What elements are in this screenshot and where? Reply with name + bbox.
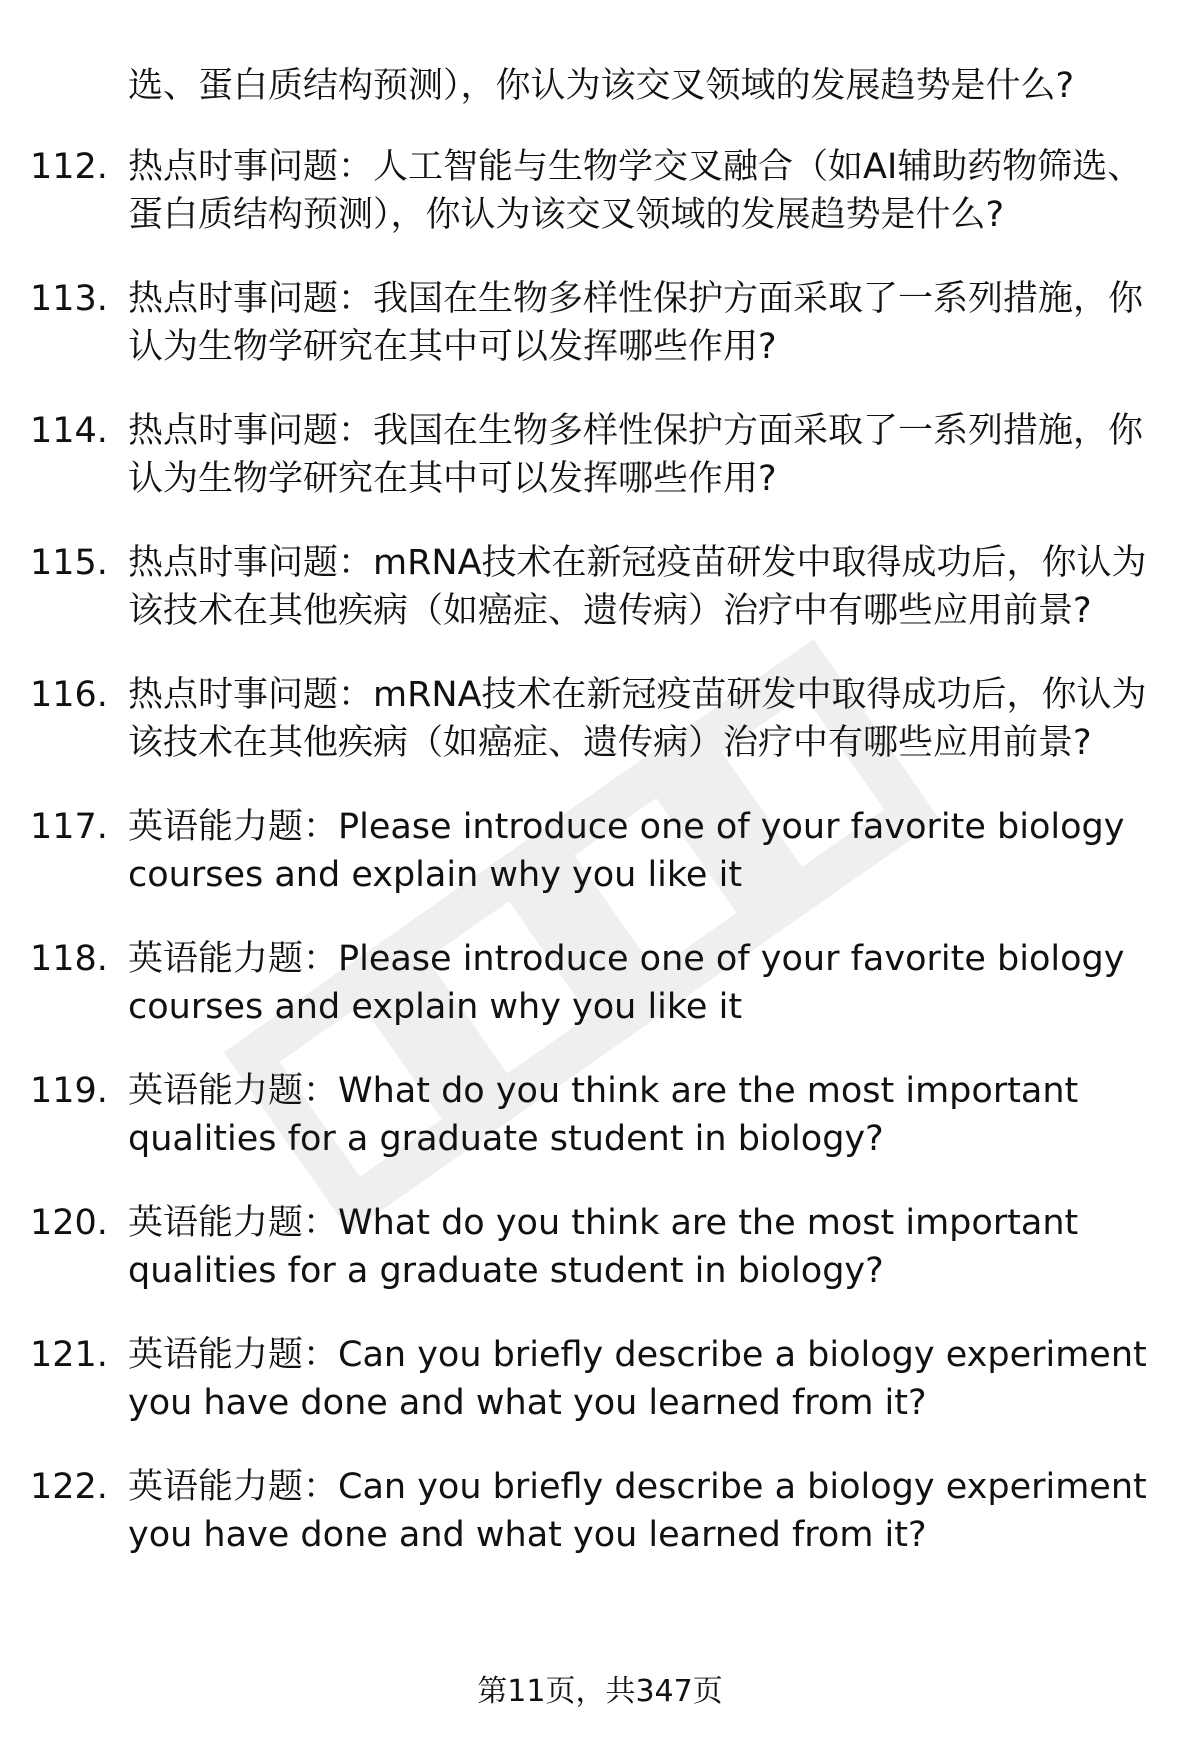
question-item bbox=[0, 803, 1148, 899]
question-item bbox=[0, 539, 1148, 635]
question-item bbox=[0, 1199, 1148, 1295]
question-number: 116. bbox=[30, 675, 108, 715]
question-item bbox=[0, 1463, 1148, 1559]
question-number: 118. bbox=[30, 939, 108, 979]
question-text: 英语能力题：Please introduce one of your favorite biology courses and explain why you like it bbox=[128, 939, 1125, 1027]
question-list bbox=[0, 143, 1200, 1595]
question-number: 120. bbox=[30, 1203, 108, 1243]
question-text: 英语能力题：What do you think are the most important qualities for a graduate student in biology? bbox=[128, 1203, 1079, 1291]
question-item bbox=[0, 671, 1148, 767]
question-text: 英语能力题：Can you briefly describe a biology experiment you have done and what you learned from it? bbox=[128, 1335, 1147, 1423]
question-number: 112. bbox=[30, 147, 108, 187]
question-item bbox=[0, 143, 1148, 239]
question-item bbox=[0, 935, 1148, 1031]
question-number: 121. bbox=[30, 1335, 108, 1375]
page-number-footer: 第11页，共347页 bbox=[477, 1674, 723, 1709]
question-text: 热点时事问题：mRNA技术在新冠疫苗研发中取得成功后，你认为该技术在其他疾病（如癌症、遗传病）治疗中有哪些应用前景? bbox=[128, 675, 1147, 763]
question-number: 113. bbox=[30, 279, 108, 319]
question-number: 119. bbox=[30, 1071, 108, 1111]
question-item bbox=[0, 275, 1148, 371]
question-text: 热点时事问题：我国在生物多样性保护方面采取了一系列措施，你认为生物学研究在其中可以发挥哪些作用? bbox=[128, 279, 1144, 367]
question-text: 热点时事问题：mRNA技术在新冠疫苗研发中取得成功后，你认为该技术在其他疾病（如癌症、遗传病）治疗中有哪些应用前景? bbox=[128, 543, 1147, 631]
question-number: 122. bbox=[30, 1467, 108, 1507]
question-text: 热点时事问题：我国在生物多样性保护方面采取了一系列措施，你认为生物学研究在其中可以发挥哪些作用? bbox=[128, 411, 1144, 499]
question-text: 英语能力题：What do you think are the most important qualities for a graduate student in biology? bbox=[128, 1071, 1079, 1159]
question-text: 热点时事问题：人工智能与生物学交叉融合（如AI辅助药物筛选、蛋白质结构预测），你认为该交叉领域的发展趋势是什么? bbox=[128, 147, 1143, 235]
question-item bbox=[0, 1331, 1148, 1427]
question-text: 英语能力题：Please introduce one of your favorite biology courses and explain why you like it bbox=[128, 807, 1125, 895]
question-item bbox=[0, 1067, 1148, 1163]
question-item bbox=[0, 407, 1148, 503]
question-number: 114. bbox=[30, 411, 108, 451]
question-number: 115. bbox=[30, 543, 108, 583]
continued-question-text: 选、蛋白质结构预测），你认为该交叉领域的发展趋势是什么? bbox=[128, 66, 1075, 106]
question-number: 117. bbox=[30, 807, 108, 847]
question-text: 英语能力题：Can you briefly describe a biology experiment you have done and what you learned from it? bbox=[128, 1467, 1147, 1555]
